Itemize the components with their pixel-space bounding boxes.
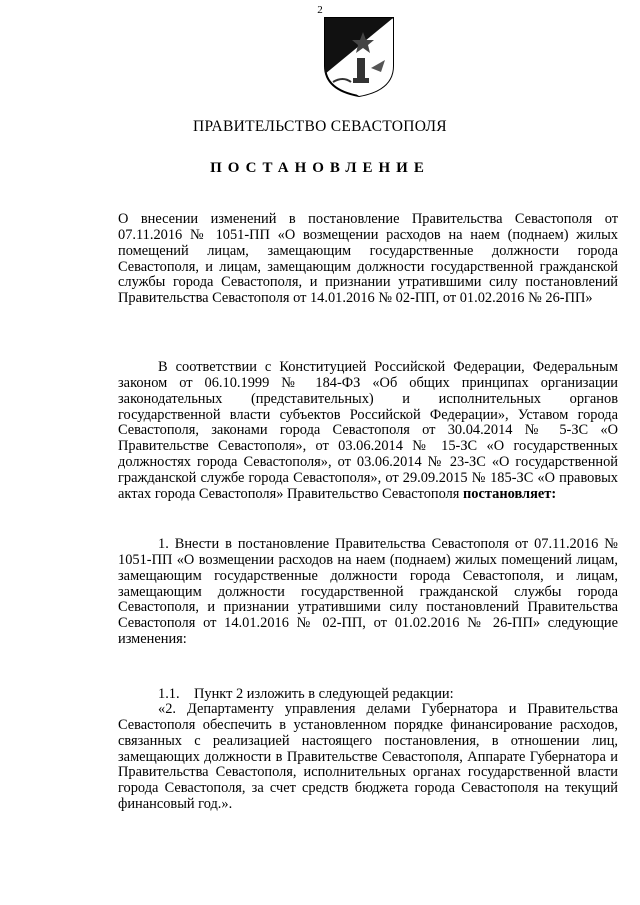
page-number: 2	[317, 4, 323, 16]
coat-of-arms-icon	[323, 16, 395, 98]
government-name: ПРАВИТЕЛЬСТВО СЕВАСТОПОЛЯ	[193, 118, 447, 135]
document-subject: О внесении изменений в постановление Правительства Севастополя от 07.11.2016 № 1051-ПП «О возмещении расходов на наем (поднаем) жилых помещений лицам, замещающим государственные должности города Севастополя, и лицам, замещающим должности государственной гражданской службы города Севастополя, и признании утратившими силу постановлений Правительства Севастополя от 14.01.2016 № 02-ПП, от 01.02.2016 № 26-ПП»	[118, 211, 618, 307]
preamble-text: В соответствии с Конституцией Российской Федерации, Федеральным законом от 06.10.1999 № 184-ФЗ «Об общих принципах организации законодательных (представительных) и исполнительных органов государственной власти субъектов Российской Федерации», Уставом города Севастополя, законами города Севастополя от 30.04.2014 № 5-ЗС «О Правительстве Севастополя», от 03.06.2014 № 15-ЗС «О государственных должностях города Севастополя», от 03.06.2014 № 23-ЗС «О государственной гражданской службе города Севастополя», от 29.09.2015 № 185-ЗС «О правовых актах города Севастополя» Правительство Севастополя	[118, 359, 618, 502]
document-type-title: ПОСТАНОВЛЕНИЕ	[210, 160, 430, 176]
preamble-paragraph	[118, 360, 618, 503]
resolves-word: постановляет:	[463, 485, 557, 502]
quoted-new-text: «2. Департаменту управления делами Губернатора и Правительства Севастополя обеспечить в установленном порядке финансирование расходов, связанных с реализацией настоящего постановления, в отношении лиц, замещающих должности в Правительстве Севастополя, Аппарате Губернатора и Правительства Севастополя, исполнительных органах государственной власти города Севастополя, за счет средств бюджета города Севастополя на текущий финансовый год.».	[118, 701, 618, 813]
subitem-1-1: 1.1. Пункт 2 изложить в следующей редакции:	[158, 686, 454, 702]
item-1-paragraph: 1. Внести в постановление Правительства Севастополя от 07.11.2016 № 1051-ПП «О возмещении расходов на наем (поднаем) жилых помещений лицам, замещающим государственные должности города Севастополя, и лицам, замещающим должности государственной гражданской службы города Севастополя, и признании утратившими силу постановлений Правительства Севастополя от 14.01.2016 № 02-ПП, от 01.02.2016 № 26-ПП» следующие изменения:	[118, 536, 618, 648]
